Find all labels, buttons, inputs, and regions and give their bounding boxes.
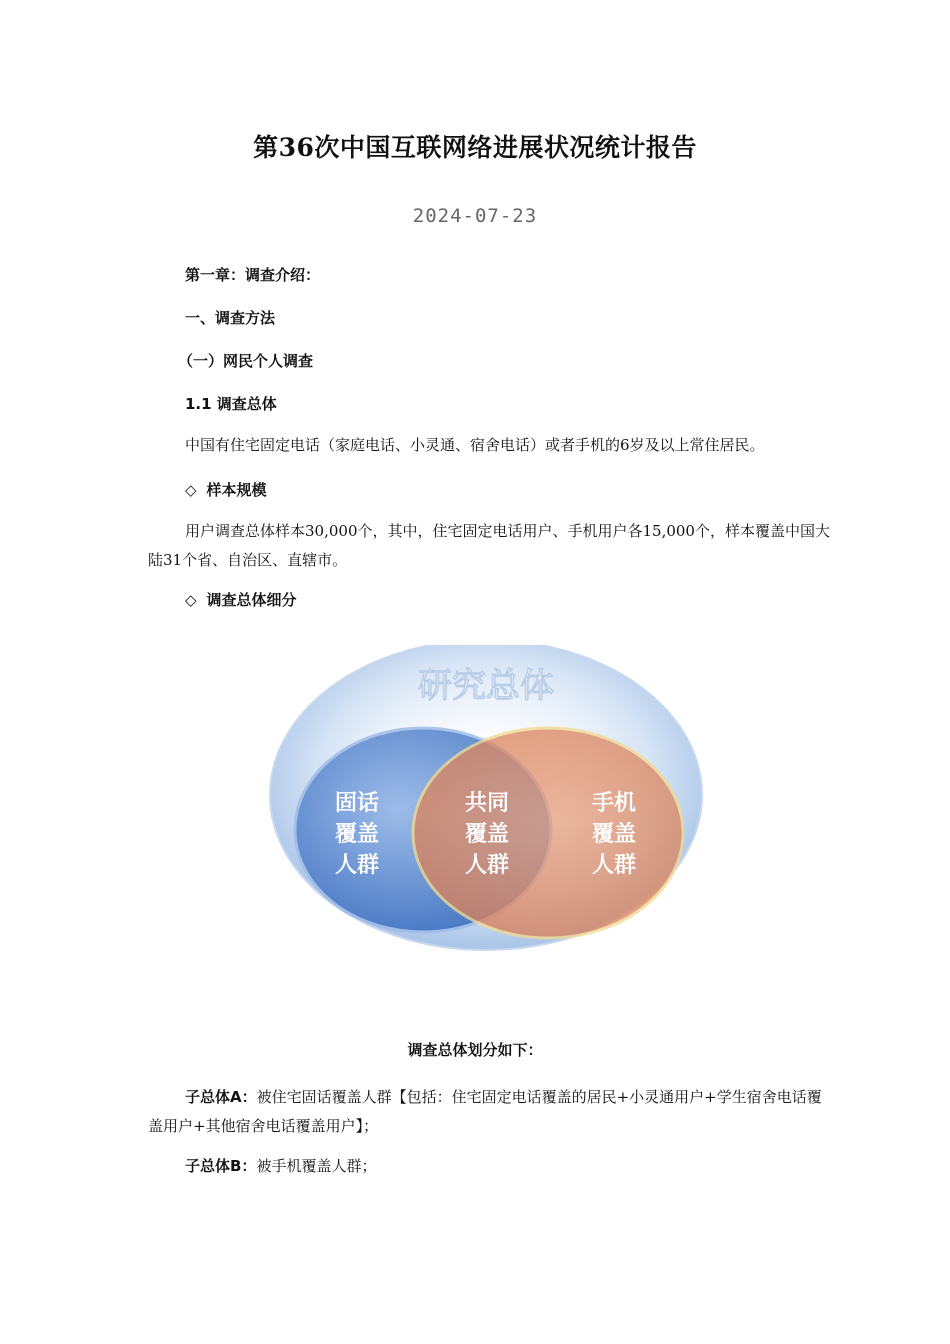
sub-a-label: 子总体A： xyxy=(185,1088,257,1106)
right-label-line-1: 手机 xyxy=(591,791,637,816)
center-label-line-3: 人群 xyxy=(464,853,510,878)
sub-population-a-paragraph xyxy=(148,1083,833,1141)
section-heading: 一、调查方法 xyxy=(185,309,276,327)
sub-b-text: 被手机覆盖人群； xyxy=(256,1157,377,1175)
left-label-line-2: 覆盖 xyxy=(334,822,380,847)
sub-population-b-paragraph xyxy=(148,1152,833,1181)
right-label-line-2: 覆盖 xyxy=(591,822,637,847)
sub-b-label: 子总体B： xyxy=(185,1157,257,1175)
division-heading: 调查总体划分如下： xyxy=(407,1041,543,1059)
population-paragraph: 中国有住宅固定电话（家庭电话、小灵通、宿舍电话）或者手机的6岁及以上常住居民。 xyxy=(185,436,765,454)
population-venn-diagram xyxy=(268,645,704,965)
sample-size-heading xyxy=(185,479,267,500)
chapter-heading: 第一章：调查介绍： xyxy=(185,266,321,284)
sample-paragraph: 用户调查总体样本30,000个，其中，住宅固定电话用户、手机用户各15,000个，样本覆盖中国大陆31个省、自治区、直辖市。 xyxy=(148,522,830,569)
left-label-line-3: 人群 xyxy=(334,853,380,878)
sub-a-text: 被住宅固话覆盖人群【包括：住宅固定电话覆盖的居民+小灵通用户+学生宿舍电话覆盖用户+其他宿舍电话覆盖用户】； xyxy=(148,1088,822,1135)
subdivision-label: 调查总体细分 xyxy=(206,591,297,609)
report-date: 2024-07-23 xyxy=(412,205,538,227)
subdivision-heading xyxy=(185,589,297,610)
venn-svg xyxy=(268,645,704,965)
right-ellipse xyxy=(413,728,683,938)
outer-label: 研究总体 xyxy=(418,666,554,706)
sample-size-label: 样本规模 xyxy=(206,481,267,499)
center-label-line-2: 覆盖 xyxy=(464,822,510,847)
center-label-line-1: 共同 xyxy=(464,791,510,816)
item-heading: 1.1 调查总体 xyxy=(185,395,277,413)
report-title: 第36次中国互联网络进展状况统计报告 xyxy=(253,133,697,162)
diamond-bullet-icon: ◇ xyxy=(185,591,197,609)
diamond-bullet-icon: ◇ xyxy=(185,481,197,499)
subsection-heading: （一）网民个人调查 xyxy=(178,352,314,370)
left-label-line-1: 固话 xyxy=(334,791,380,816)
right-label-line-3: 人群 xyxy=(591,853,637,878)
